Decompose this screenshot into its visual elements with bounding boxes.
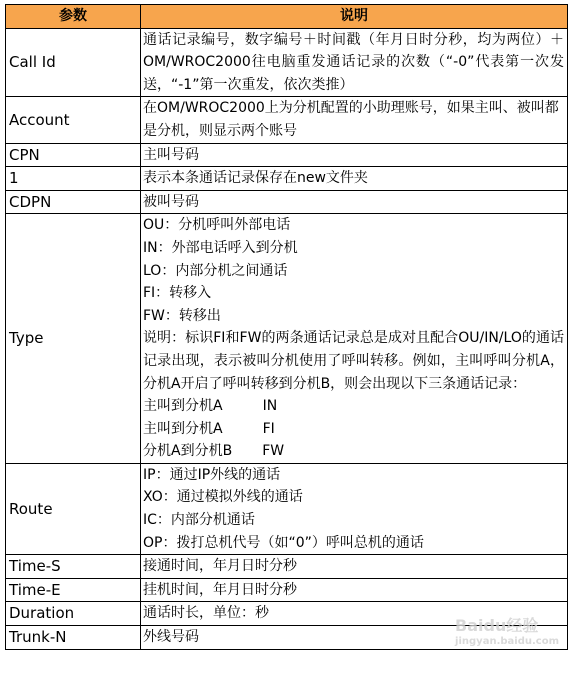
desc-cell: 外线号码 (141, 626, 568, 650)
param-cell: CDPN (6, 190, 141, 214)
type-fi: FI：转移入 (143, 285, 212, 302)
table-row (6, 190, 568, 214)
watermark-text: Baidu经验 (455, 616, 539, 635)
param-cell: Route (6, 463, 141, 554)
param-cell: Time-S (6, 555, 141, 579)
example-code: IN (262, 398, 278, 415)
param-cell: Type (6, 214, 141, 464)
route-ic: IC：内部分机通话 (143, 512, 255, 529)
table-header-row (6, 5, 568, 29)
header-desc: 说明 (141, 5, 568, 29)
desc-cell (141, 214, 568, 464)
example-label: 主叫到分机A (143, 420, 223, 437)
baidu-watermark (455, 613, 559, 647)
header-param: 参数 (6, 5, 141, 29)
type-lo: LO：内部分机之间通话 (143, 262, 288, 279)
example-label: 分机A到分机B (143, 443, 233, 460)
parameter-table (5, 4, 568, 650)
example-code: FI (262, 420, 275, 437)
desc-cell (141, 28, 568, 97)
desc-cell: 被叫号码 (141, 190, 568, 214)
desc-text: 通话记录编号，数字编号＋时间戳（年月日时分秒，均为两位）＋OM/WROC2000往电脑重发通话记录的次数（“-0”代表第一次发送，“-1”第一次重发，依次类推） (143, 31, 564, 93)
desc-cell: 通话时长，单位：秒 (141, 602, 568, 626)
param-cell: Trunk-N (6, 626, 141, 650)
table-row (6, 555, 568, 579)
desc-cell: 接通时间，年月日时分秒 (141, 555, 568, 579)
desc-cell (141, 463, 568, 554)
table-row (6, 97, 568, 143)
example-code: FW (262, 443, 285, 460)
watermark-sub: jingyan.baidu.com (455, 636, 559, 647)
desc-cell (141, 97, 568, 143)
desc-text: 在OM/WROC2000上为分机配置的小助理账号，如果主叫、被叫都是分机，则显示两个账号 (143, 100, 559, 139)
desc-cell: 主叫号码 (141, 143, 568, 167)
route-xo: XO：通过模拟外线的通话 (143, 489, 303, 506)
example-line (143, 440, 564, 463)
param-cell: 1 (6, 167, 141, 191)
param-cell: Call Id (6, 28, 141, 97)
route-ip: IP：通过IP外线的通话 (143, 466, 281, 483)
type-note: 说明：标识FI和FW的两条通话记录总是成对且配合OU/IN/LO的通话记录出现，表示被叫分机使用了呼叫转移。例如，主叫呼叫分机A，分机A开启了呼叫转移到分机B，则会出现以下三条通话记录： (143, 330, 564, 392)
table-row (6, 167, 568, 191)
table-row (6, 143, 568, 167)
type-fw: FW：转移出 (143, 307, 221, 324)
param-cell: Account (6, 97, 141, 143)
table-row (6, 463, 568, 554)
param-cell: CPN (6, 143, 141, 167)
example-line (143, 395, 564, 418)
example-label: 主叫到分机A (143, 398, 223, 415)
table-row (6, 214, 568, 464)
desc-cell: 表示本条通话记录保存在new文件夹 (141, 167, 568, 191)
route-op: OP：拨打总机代号（如“0”）呼叫总机的通话 (143, 534, 424, 551)
param-cell: Duration (6, 602, 141, 626)
table-row (6, 28, 568, 97)
param-cell: Time-E (6, 578, 141, 602)
example-line (143, 418, 564, 441)
type-in: IN：外部电话呼入到分机 (143, 239, 298, 256)
table-row (6, 578, 568, 602)
desc-cell: 挂机时间，年月日时分秒 (141, 578, 568, 602)
type-ou: OU：分机呼叫外部电话 (143, 217, 291, 234)
